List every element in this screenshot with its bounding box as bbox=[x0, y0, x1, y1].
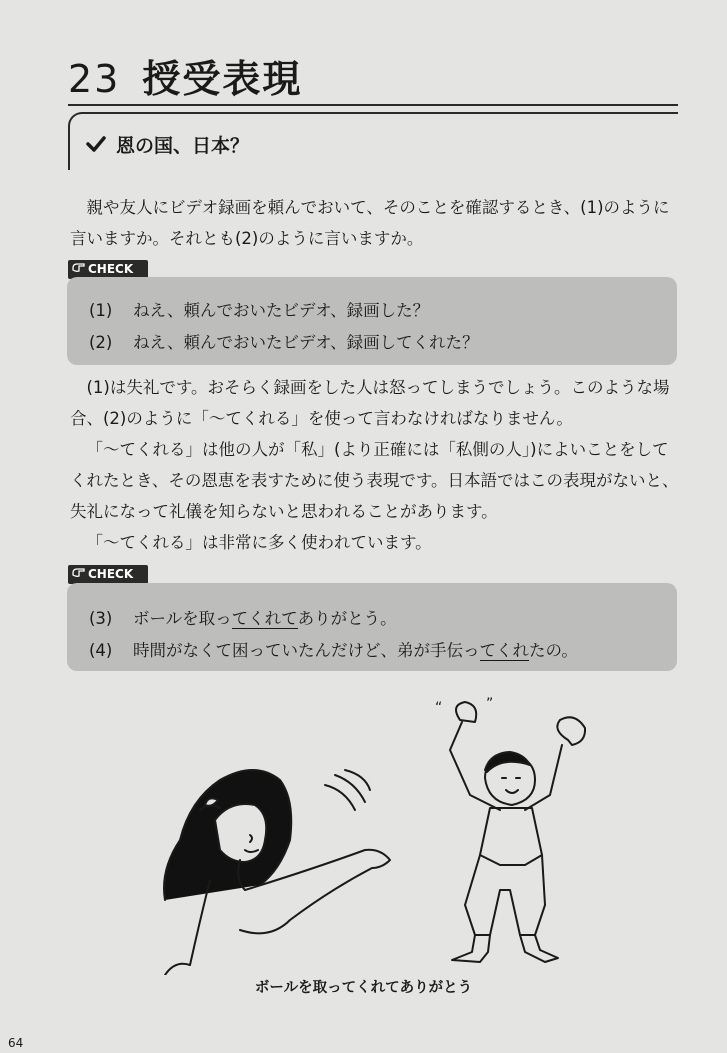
quote-close-mark: ” bbox=[486, 696, 494, 712]
example-number: (4) bbox=[89, 641, 113, 660]
example-text: ねえ、頼んでおいたビデオ、録画した？ bbox=[133, 301, 430, 320]
example-text-underlined: てくれ bbox=[479, 641, 529, 660]
example-line bbox=[89, 637, 578, 661]
body-paragraph: 「～てくれる」は非常に多く使われています。 bbox=[86, 533, 432, 552]
example-line bbox=[89, 605, 397, 629]
check-mark-icon bbox=[86, 135, 106, 157]
illustration-caption: ボールを取ってくれてありがとう bbox=[254, 980, 473, 996]
girl-figure bbox=[164, 770, 390, 975]
example-text-after: ありがとう。 bbox=[297, 609, 397, 628]
intro-paragraph: 親や友人にビデオ録画を頼んでおいて、そのことを確認するとき、(1)のように言いますか。それとも(2)のように言いますか。 bbox=[70, 198, 670, 248]
boy-figure bbox=[450, 702, 585, 962]
example-text-before: 時間がなくて困っていたんだけど、弟が手伝っ bbox=[133, 641, 480, 660]
page-number: 64 bbox=[8, 1036, 24, 1050]
topic-heading bbox=[86, 131, 249, 158]
chapter-title: 授受表現 bbox=[142, 57, 303, 101]
chapter-heading bbox=[68, 48, 302, 103]
body-paragraph: 「～てくれる」は他の人が「私」(より正確には「私側の人」)によいことをしてくれたとき、その恩恵を表すために使う表現です。日本語ではこの表現がないと、失礼になって礼儀を知らないと思われることがあります。 bbox=[70, 440, 679, 521]
check-box-1 bbox=[67, 277, 677, 365]
example-number: (3) bbox=[89, 609, 113, 628]
example-line bbox=[89, 329, 479, 353]
chapter-number: 23 bbox=[68, 57, 121, 101]
example-line bbox=[89, 297, 429, 321]
check-tag-label: CHECK bbox=[88, 262, 134, 276]
example-text-after: たの。 bbox=[529, 641, 578, 660]
example-text-before: ボールを取っ bbox=[133, 609, 232, 628]
example-text-underlined: てくれて bbox=[231, 609, 298, 628]
example-number: (2) bbox=[89, 333, 113, 352]
pointing-hand-icon bbox=[72, 565, 85, 584]
check-tag-2 bbox=[68, 565, 148, 584]
illustration bbox=[150, 690, 600, 975]
body-paragraph: (1)は失礼です。おそらく録画をした人は怒ってしまうでしょう。このような場合、(2)のように「～てくれる」を使って言わなければなりません。 bbox=[70, 378, 670, 428]
quote-open-mark: “ bbox=[435, 700, 443, 716]
check-box-2 bbox=[67, 583, 677, 671]
topic-title: 恩の国、日本？ bbox=[116, 135, 250, 157]
heading-rule bbox=[68, 104, 678, 106]
example-text: ねえ、頼んでおいたビデオ、録画してくれた？ bbox=[133, 333, 479, 352]
example-number: (1) bbox=[89, 301, 113, 320]
check-tag-label: CHECK bbox=[88, 567, 134, 581]
